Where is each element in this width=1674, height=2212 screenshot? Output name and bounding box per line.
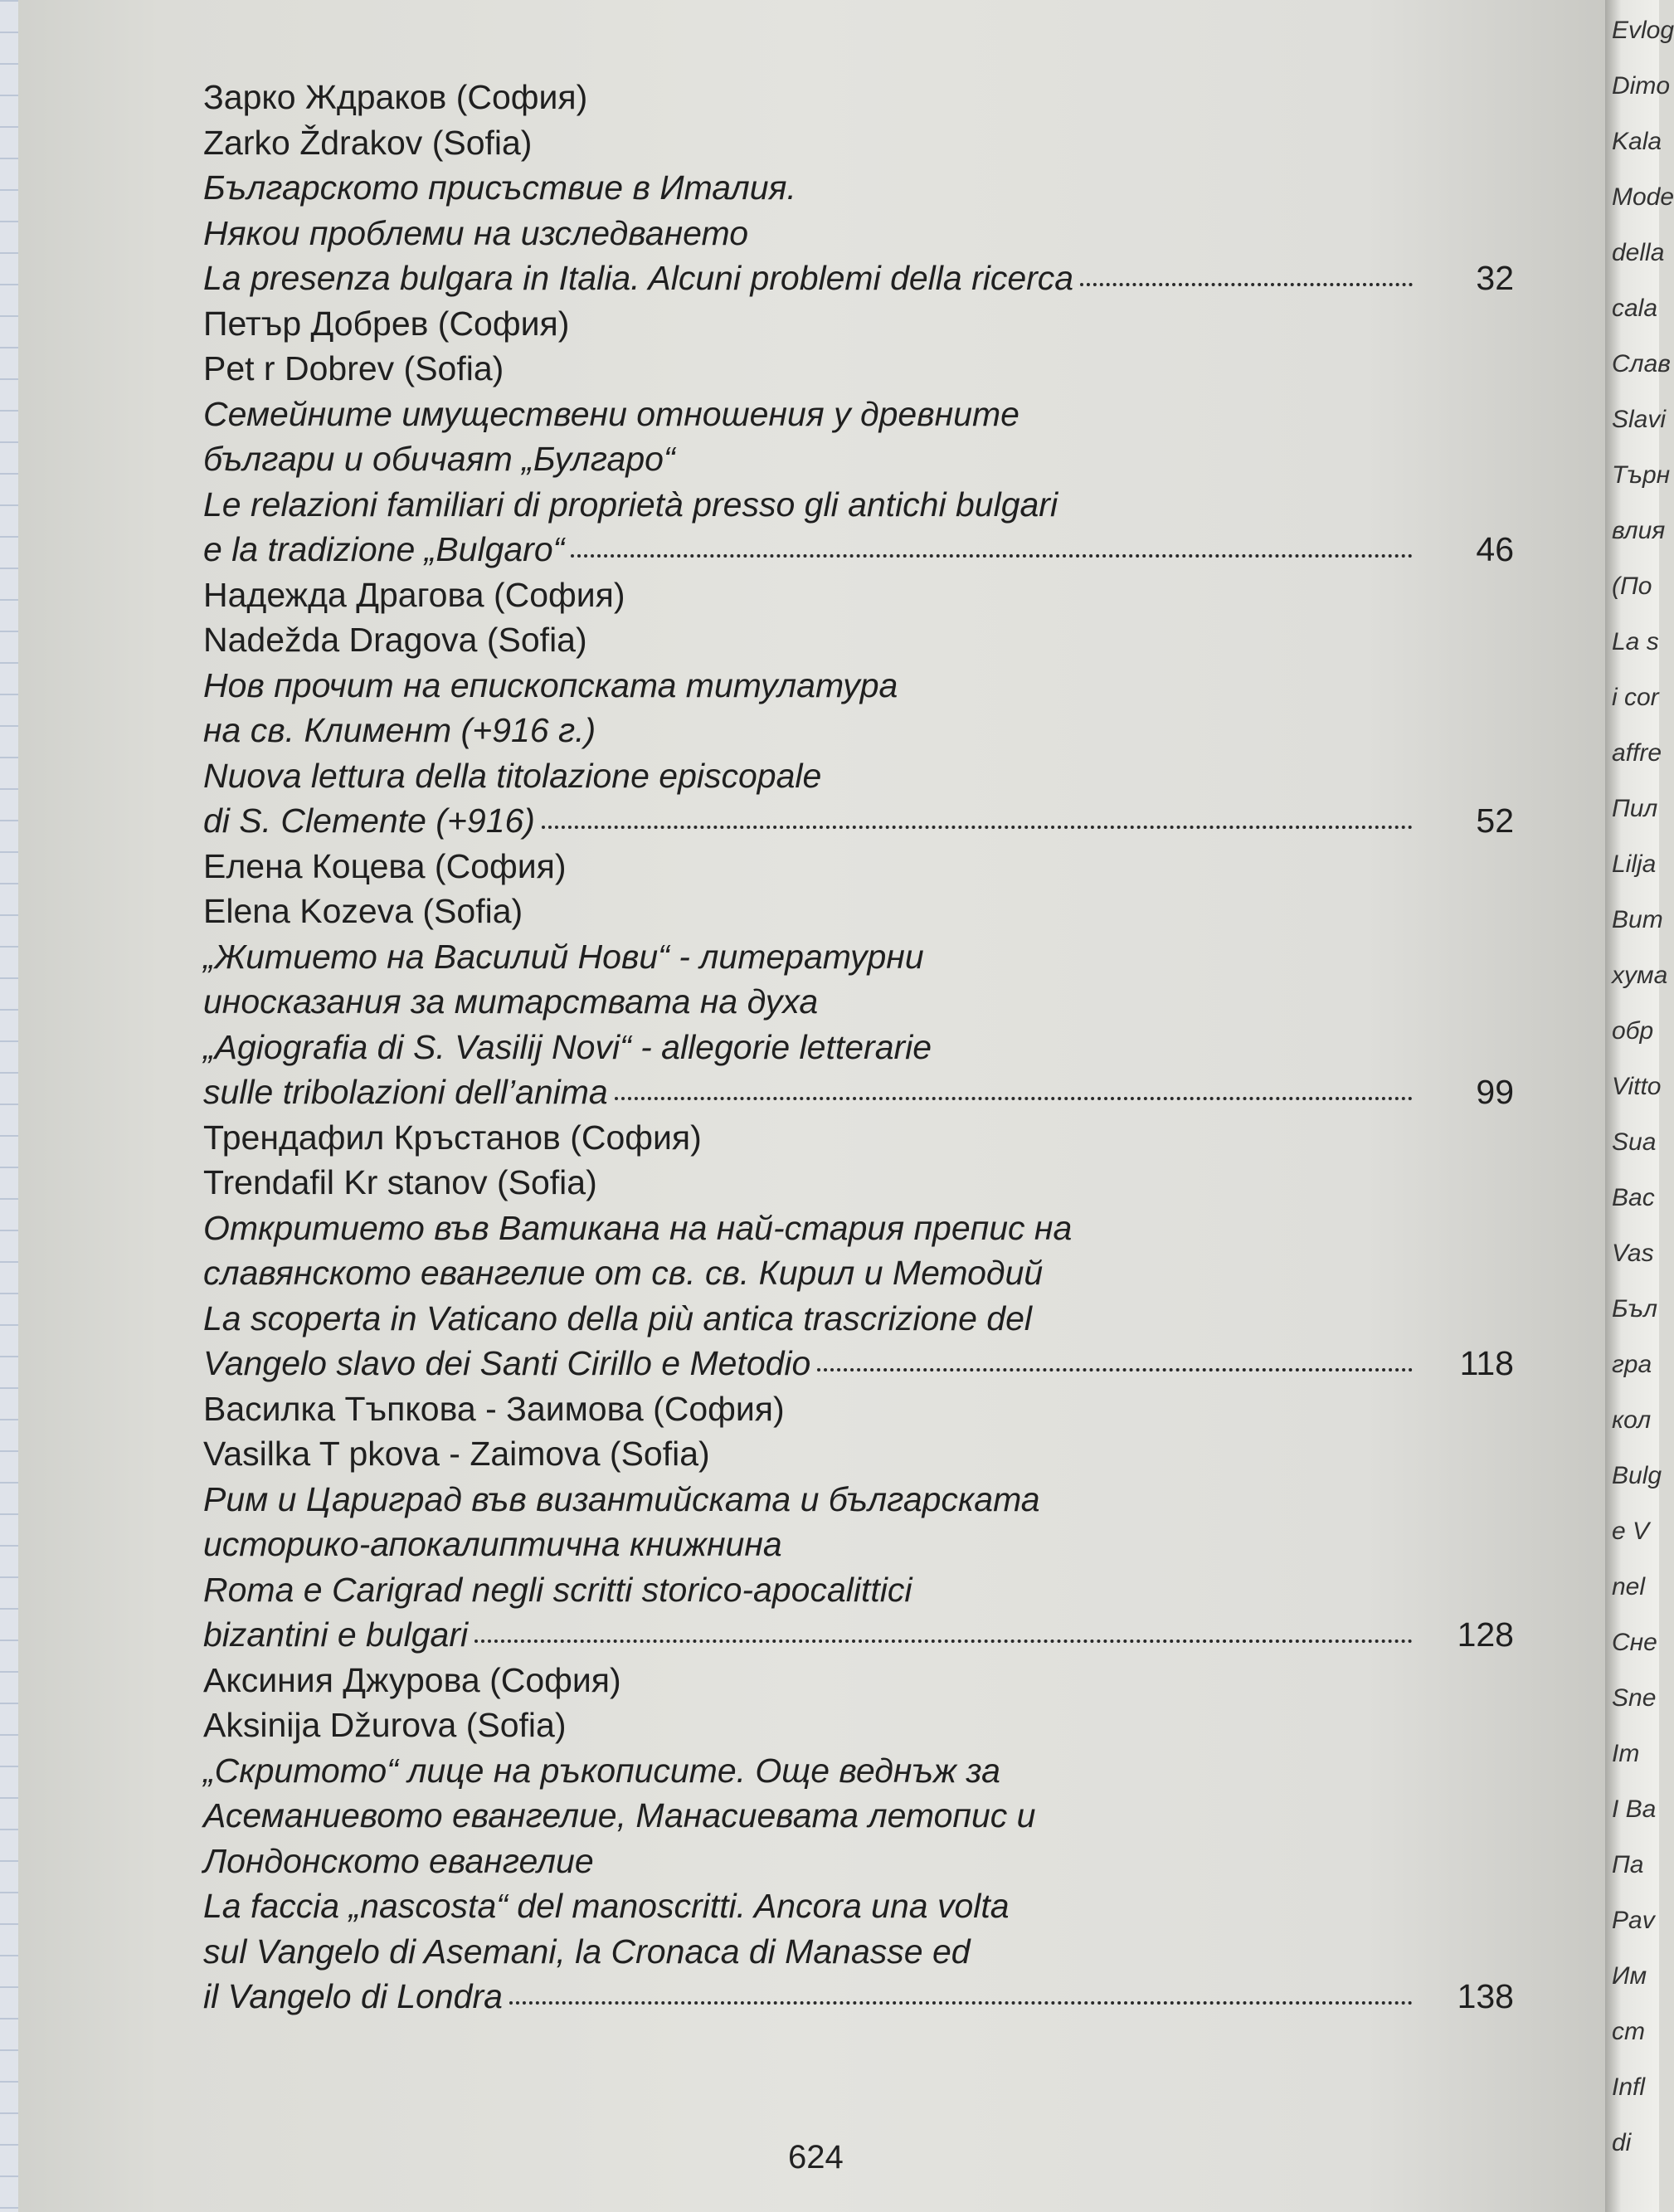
dot-leader [474, 1640, 1413, 1643]
title-line-with-page [203, 798, 1514, 844]
adjacent-page-fragment: Слав [1612, 350, 1671, 378]
adjacent-page-fragment: обр [1612, 1017, 1654, 1045]
title-line: La scoperta in Vaticano della più antica trascrizione del [203, 1298, 1033, 1337]
title-line: Nuova lettura della titolazione episcopale [203, 756, 822, 795]
title-line: bizantini e bulgari [203, 1615, 469, 1654]
adjacent-page-fragment: Dimo [1612, 72, 1671, 100]
title-line: Нов прочит на епископската титулатура [203, 665, 898, 704]
adjacent-page-fragment: Lilja [1612, 850, 1657, 878]
entry-page-number: 32 [1476, 259, 1514, 297]
title-line: Лондонското евангелие [203, 1841, 594, 1880]
adjacent-page-fragment: Im [1612, 1740, 1640, 1767]
adjacent-page-fragment: Bum [1612, 906, 1663, 933]
title-line: „Скритото“ лице на ръкописите. Още веднъж за [203, 1751, 1000, 1790]
title-line: sulle tribolazioni dell’anima [203, 1073, 608, 1111]
entry-page-number: 52 [1476, 801, 1514, 840]
adjacent-page-fragment: Sne [1612, 1684, 1657, 1712]
adjacent-page-fragment: кол [1612, 1406, 1652, 1434]
adjacent-page-fragment: Bulg [1612, 1462, 1662, 1489]
title-line: di S. Clemente (+916) [203, 801, 535, 840]
adjacent-page-fragment: cala [1612, 295, 1658, 322]
author-name-latin: Zarko Ždrakov (Sofia) [203, 123, 533, 162]
adjacent-page-fragment: Evlog [1612, 17, 1674, 44]
title-line-with-page [203, 1974, 1514, 2020]
author-name-latin: Aksinija Džurova (Sofia) [203, 1706, 567, 1744]
author-name-latin: Nadežda Dragova (Sofia) [203, 621, 587, 659]
title-line-with-page [203, 1612, 1514, 1658]
adjacent-page-fragment: Vitto [1612, 1073, 1662, 1100]
author-name-bg: Надежда Драгова (София) [203, 575, 625, 614]
adjacent-page-fragment: della [1612, 239, 1665, 266]
adjacent-page-fragment: cm [1612, 2018, 1645, 2045]
toc-entry [203, 301, 1514, 572]
title-line: „Житието на Василий Нови“ - литературни [203, 937, 924, 976]
dot-leader [1080, 283, 1413, 286]
title-line-with-page [203, 1069, 1514, 1115]
entry-page-number: 128 [1457, 1615, 1514, 1654]
adjacent-page-fragment: Slavi [1612, 406, 1667, 433]
title-line: Семейните имуществени отношения у древните [203, 394, 1019, 433]
toc-entry [203, 1386, 1514, 1658]
adjacent-page-fragment: Вас [1612, 1184, 1655, 1211]
adjacent-page-fragment: Infl [1612, 2073, 1646, 2101]
title-line: Асеманиевото евангелие, Манасиевата летопис и [203, 1796, 1036, 1834]
dot-leader [509, 2001, 1413, 2005]
author-name-bg: Петър Добрев (София) [203, 304, 570, 343]
title-line: e la tradizione „Bulgaro“ [203, 530, 565, 568]
adjacent-page-fragment: Сне [1612, 1629, 1657, 1656]
adjacent-page-fragment: e V [1612, 1518, 1650, 1545]
author-name-latin: Elena Kozeva (Sofia) [203, 892, 523, 930]
title-line: славянското евангелие от св. св. Кирил и Методий [203, 1254, 1044, 1292]
title-line: Le relazioni familiari di proprietà presso gli antichi bulgari [203, 485, 1058, 524]
title-line-with-page [203, 256, 1514, 301]
adjacent-page-edge [1605, 0, 1674, 2212]
adjacent-page-fragment: La s [1612, 628, 1659, 655]
author-name-bg: Аксиния Джурова (София) [203, 1660, 621, 1699]
author-name-latin: Pet r Dobrev (Sofia) [203, 349, 504, 387]
adjacent-page-fragment: Mode [1612, 183, 1674, 211]
title-line: il Vangelo di Londra [203, 1977, 503, 2015]
title-line: La presenza bulgara in Italia. Alcuni problemi della ricerca [203, 259, 1074, 297]
adjacent-page-fragment: Kala [1612, 128, 1662, 155]
adjacent-page-fragment: хума [1612, 962, 1668, 989]
adjacent-page-fragment: I Ba [1612, 1795, 1657, 1823]
adjacent-page-fragment: di [1612, 2129, 1632, 2156]
title-line: Някои проблеми на изследването [203, 213, 749, 252]
adjacent-page-fragment: Pav [1612, 1907, 1655, 1934]
title-line: историко-апокалиптична книжнина [203, 1525, 782, 1563]
title-line: Roma e Carigrad negli scritti storico-apocalittici [203, 1570, 912, 1609]
adjacent-page-fragment: affre [1612, 739, 1662, 767]
entry-page-number: 46 [1476, 530, 1514, 568]
title-line: българи и обичаят „Булгаро“ [203, 440, 675, 478]
title-line: La faccia „nascosta“ del manoscritti. Ancora una volta [203, 1887, 1010, 1925]
toc-entry [203, 1115, 1514, 1386]
title-line: на св. Климент (+916 г.) [203, 711, 596, 749]
adjacent-page-fragment: (По [1612, 572, 1652, 600]
title-line: „Agiografia di S. Vasilij Novi“ - allegorie letterarie [203, 1027, 932, 1066]
adjacent-page-fragment: nel [1612, 1573, 1646, 1601]
author-name-latin: Vasilka T pkova - Zaimova (Sofia) [203, 1435, 710, 1473]
title-line: Vangelo slavo dei Santi Cirillo e Metodio [203, 1344, 811, 1382]
table-of-contents [203, 75, 1514, 2020]
entry-page-number: 118 [1459, 1344, 1514, 1382]
toc-entry [203, 844, 1514, 1115]
adjacent-page-fragment: Па [1612, 1851, 1644, 1878]
author-name-bg: Трендафил Кръстанов (София) [203, 1118, 702, 1157]
title-line: Откритието във Ватикана на най-стария препис на [203, 1208, 1073, 1247]
adjacent-page-fragment: влия [1612, 517, 1666, 544]
toc-entry [203, 75, 1514, 301]
title-line: sul Vangelo di Asemani, la Cronaca di Manasse ed [203, 1932, 971, 1971]
dot-leader [571, 554, 1413, 558]
dot-leader [817, 1368, 1413, 1372]
author-name-bg: Василка Тъпкова - Заимова (София) [203, 1389, 785, 1428]
adjacent-page-fragment: Търн [1612, 461, 1671, 489]
adjacent-page-fragment: Пил [1612, 795, 1658, 822]
dot-leader [615, 1097, 1413, 1100]
author-name-bg: Елена Коцева (София) [203, 846, 567, 885]
adjacent-page-fragment: Sua [1612, 1128, 1657, 1156]
adjacent-page-fragment: i cor [1612, 684, 1659, 711]
adjacent-page-fragment: гра [1612, 1351, 1652, 1378]
adjacent-page-fragment: Бъл [1612, 1295, 1658, 1323]
author-name-latin: Trendafil Kr stanov (Sofia) [203, 1163, 597, 1201]
title-line-with-page [203, 1341, 1514, 1386]
entry-page-number: 99 [1476, 1073, 1514, 1111]
dot-leader [542, 826, 1413, 829]
title-line: Рим и Цариград във византийската и българската [203, 1479, 1040, 1518]
title-line: иносказания за митарствата на духа [203, 982, 819, 1021]
adjacent-page-fragment: Vas [1612, 1240, 1654, 1267]
title-line: Българското присъствие в Италия. [203, 168, 796, 207]
toc-entry [203, 572, 1514, 844]
title-line-with-page [203, 527, 1514, 572]
page-number: 624 [788, 2139, 844, 2175]
binder-strip [0, 0, 18, 2212]
toc-entry [203, 1658, 1514, 2020]
author-name-bg: Зарко Ждраков (София) [203, 78, 588, 116]
entry-page-number: 138 [1457, 1977, 1514, 2015]
adjacent-page-fragment: Им [1612, 1962, 1647, 1990]
